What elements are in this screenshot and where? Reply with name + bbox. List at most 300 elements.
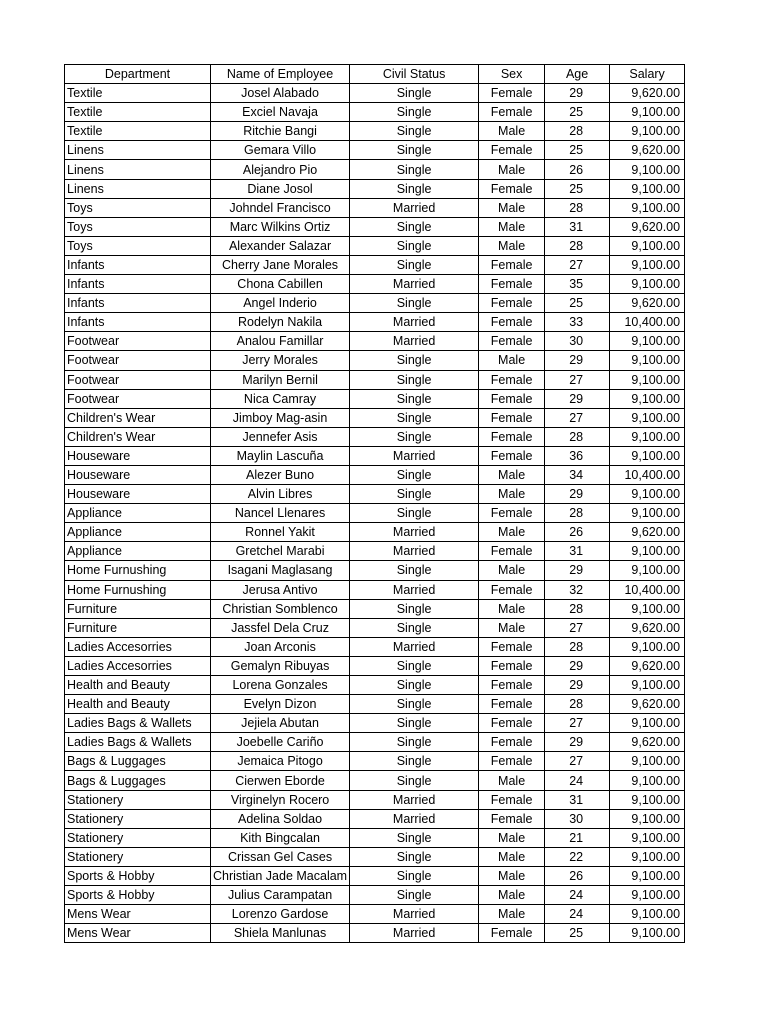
salary-cell: 9,100.00 <box>610 809 685 828</box>
age-cell: 28 <box>545 637 610 656</box>
age-cell: 24 <box>545 771 610 790</box>
sex-cell: Female <box>479 255 545 274</box>
sex-cell: Female <box>479 103 545 122</box>
sex-cell: Male <box>479 160 545 179</box>
department-cell: Stationery <box>65 809 211 828</box>
department-cell: Home Furnushing <box>65 561 211 580</box>
civil-status-cell: Single <box>350 370 479 389</box>
sex-cell: Female <box>479 580 545 599</box>
salary-cell: 9,100.00 <box>610 160 685 179</box>
table-row <box>65 485 685 504</box>
table-row <box>65 599 685 618</box>
employee-name-cell: Joan Arconis <box>211 637 350 656</box>
employee-name-cell: Marc Wilkins Ortiz <box>211 217 350 236</box>
salary-cell: 9,100.00 <box>610 637 685 656</box>
sex-cell: Male <box>479 351 545 370</box>
salary-cell: 10,400.00 <box>610 313 685 332</box>
sex-cell: Female <box>479 924 545 943</box>
sex-cell: Male <box>479 828 545 847</box>
salary-cell: 9,100.00 <box>610 828 685 847</box>
header-age: Age <box>545 65 610 84</box>
civil-status-cell: Single <box>350 408 479 427</box>
table-row <box>65 313 685 332</box>
department-cell: Children's Wear <box>65 427 211 446</box>
civil-status-cell: Single <box>350 866 479 885</box>
salary-cell: 9,620.00 <box>610 733 685 752</box>
table-row <box>65 103 685 122</box>
age-cell: 29 <box>545 389 610 408</box>
employee-name-cell: Virginelyn Rocero <box>211 790 350 809</box>
salary-cell: 9,100.00 <box>610 599 685 618</box>
table-row <box>65 465 685 484</box>
salary-cell: 9,100.00 <box>610 714 685 733</box>
sex-cell: Male <box>479 465 545 484</box>
department-cell: Furniture <box>65 618 211 637</box>
sex-cell: Male <box>479 847 545 866</box>
department-cell: Infants <box>65 313 211 332</box>
salary-cell: 9,620.00 <box>610 84 685 103</box>
salary-cell: 9,100.00 <box>610 198 685 217</box>
department-cell: Toys <box>65 236 211 255</box>
age-cell: 22 <box>545 847 610 866</box>
age-cell: 28 <box>545 198 610 217</box>
employee-name-cell: Marilyn Bernil <box>211 370 350 389</box>
age-cell: 28 <box>545 122 610 141</box>
salary-cell: 9,100.00 <box>610 275 685 294</box>
salary-cell: 9,100.00 <box>610 542 685 561</box>
salary-cell: 10,400.00 <box>610 465 685 484</box>
table-row <box>65 389 685 408</box>
table-row <box>65 656 685 675</box>
sex-cell: Female <box>479 275 545 294</box>
department-cell: Stationery <box>65 790 211 809</box>
salary-cell: 9,100.00 <box>610 752 685 771</box>
age-cell: 25 <box>545 924 610 943</box>
salary-cell: 9,100.00 <box>610 236 685 255</box>
civil-status-cell: Single <box>350 389 479 408</box>
salary-cell: 9,100.00 <box>610 255 685 274</box>
sex-cell: Female <box>479 370 545 389</box>
age-cell: 24 <box>545 886 610 905</box>
department-cell: Ladies Accesorries <box>65 656 211 675</box>
civil-status-cell: Single <box>350 465 479 484</box>
employee-name-cell: Analou Famillar <box>211 332 350 351</box>
employee-name-cell: Isagani Maglasang <box>211 561 350 580</box>
age-cell: 25 <box>545 103 610 122</box>
salary-cell: 9,100.00 <box>610 905 685 924</box>
employee-name-cell: Alezer Buno <box>211 465 350 484</box>
department-cell: Linens <box>65 179 211 198</box>
civil-status-cell: Single <box>350 160 479 179</box>
department-cell: Footwear <box>65 389 211 408</box>
age-cell: 30 <box>545 332 610 351</box>
civil-status-cell: Single <box>350 714 479 733</box>
department-cell: Furniture <box>65 599 211 618</box>
sex-cell: Female <box>479 733 545 752</box>
sex-cell: Male <box>479 485 545 504</box>
salary-cell: 9,100.00 <box>610 676 685 695</box>
department-cell: Infants <box>65 275 211 294</box>
civil-status-cell: Single <box>350 847 479 866</box>
employee-name-cell: Nancel Llenares <box>211 504 350 523</box>
department-cell: Houseware <box>65 485 211 504</box>
civil-status-cell: Married <box>350 580 479 599</box>
salary-cell: 9,620.00 <box>610 618 685 637</box>
table-row <box>65 790 685 809</box>
sex-cell: Female <box>479 446 545 465</box>
sex-cell: Female <box>479 714 545 733</box>
employee-name-cell: Gemara Villo <box>211 141 350 160</box>
table-row <box>65 332 685 351</box>
table-row <box>65 84 685 103</box>
employee-name-cell: Johndel Francisco <box>211 198 350 217</box>
table-row <box>65 637 685 656</box>
table-row <box>65 504 685 523</box>
employee-name-cell: Joebelle Cariño <box>211 733 350 752</box>
table-row <box>65 561 685 580</box>
department-cell: Sports & Hobby <box>65 886 211 905</box>
salary-cell: 9,100.00 <box>610 103 685 122</box>
department-cell: Ladies Accesorries <box>65 637 211 656</box>
employee-name-cell: Lorenzo Gardose <box>211 905 350 924</box>
employee-name-cell: Shiela Manlunas <box>211 924 350 943</box>
civil-status-cell: Married <box>350 637 479 656</box>
table-row <box>65 217 685 236</box>
civil-status-cell: Single <box>350 141 479 160</box>
employee-name-cell: Jemaica Pitogo <box>211 752 350 771</box>
age-cell: 27 <box>545 408 610 427</box>
age-cell: 24 <box>545 905 610 924</box>
sex-cell: Female <box>479 676 545 695</box>
civil-status-cell: Married <box>350 332 479 351</box>
employee-name-cell: Nica Camray <box>211 389 350 408</box>
department-cell: Health and Beauty <box>65 695 211 714</box>
employee-name-cell: Rodelyn Nakila <box>211 313 350 332</box>
civil-status-cell: Single <box>350 217 479 236</box>
employee-name-cell: Diane Josol <box>211 179 350 198</box>
sex-cell: Female <box>479 389 545 408</box>
sex-cell: Male <box>479 886 545 905</box>
header-department: Department <box>65 65 211 84</box>
employee-name-cell: Cherry Jane Morales <box>211 255 350 274</box>
department-cell: Stationery <box>65 847 211 866</box>
age-cell: 32 <box>545 580 610 599</box>
civil-status-cell: Single <box>350 733 479 752</box>
age-cell: 21 <box>545 828 610 847</box>
salary-cell: 9,620.00 <box>610 294 685 313</box>
civil-status-cell: Married <box>350 790 479 809</box>
sex-cell: Male <box>479 866 545 885</box>
salary-cell: 10,400.00 <box>610 580 685 599</box>
sex-cell: Female <box>479 179 545 198</box>
sex-cell: Female <box>479 294 545 313</box>
salary-cell: 9,100.00 <box>610 122 685 141</box>
sex-cell: Male <box>479 523 545 542</box>
header-name: Name of Employee <box>211 65 350 84</box>
department-cell: Bags & Luggages <box>65 752 211 771</box>
department-cell: Footwear <box>65 351 211 370</box>
department-cell: Textile <box>65 122 211 141</box>
employee-name-cell: Adelina Soldao <box>211 809 350 828</box>
table-row <box>65 695 685 714</box>
sex-cell: Female <box>479 752 545 771</box>
salary-cell: 9,620.00 <box>610 217 685 236</box>
employee-name-cell: Angel Inderio <box>211 294 350 313</box>
table-row <box>65 542 685 561</box>
employee-name-cell: Jejiela Abutan <box>211 714 350 733</box>
employee-name-cell: Exciel Navaja <box>211 103 350 122</box>
salary-cell: 9,620.00 <box>610 523 685 542</box>
header-civil-status: Civil Status <box>350 65 479 84</box>
salary-cell: 9,100.00 <box>610 332 685 351</box>
table-row <box>65 752 685 771</box>
table-row <box>65 580 685 599</box>
department-cell: Footwear <box>65 332 211 351</box>
table-row <box>65 160 685 179</box>
table-row <box>65 866 685 885</box>
civil-status-cell: Single <box>350 828 479 847</box>
table-row <box>65 618 685 637</box>
department-cell: Toys <box>65 217 211 236</box>
sex-cell: Female <box>479 427 545 446</box>
employee-name-cell: Evelyn Dizon <box>211 695 350 714</box>
age-cell: 27 <box>545 255 610 274</box>
table-row <box>65 924 685 943</box>
department-cell: Linens <box>65 141 211 160</box>
employee-name-cell: Alexander Salazar <box>211 236 350 255</box>
civil-status-cell: Single <box>350 618 479 637</box>
age-cell: 29 <box>545 733 610 752</box>
salary-cell: 9,620.00 <box>610 695 685 714</box>
sex-cell: Male <box>479 122 545 141</box>
department-cell: Linens <box>65 160 211 179</box>
age-cell: 25 <box>545 179 610 198</box>
table-row <box>65 141 685 160</box>
table-row <box>65 408 685 427</box>
department-cell: Houseware <box>65 446 211 465</box>
age-cell: 27 <box>545 752 610 771</box>
employee-name-cell: Gemalyn Ribuyas <box>211 656 350 675</box>
employee-name-cell: Cierwen Eborde <box>211 771 350 790</box>
employee-name-cell: Jennefer Asis <box>211 427 350 446</box>
age-cell: 27 <box>545 370 610 389</box>
salary-cell: 9,100.00 <box>610 485 685 504</box>
department-cell: Appliance <box>65 542 211 561</box>
table-row <box>65 122 685 141</box>
age-cell: 27 <box>545 714 610 733</box>
department-cell: Houseware <box>65 465 211 484</box>
employee-name-cell: Jerry Morales <box>211 351 350 370</box>
salary-cell: 9,100.00 <box>610 886 685 905</box>
table-row <box>65 198 685 217</box>
age-cell: 34 <box>545 465 610 484</box>
age-cell: 26 <box>545 523 610 542</box>
department-cell: Home Furnushing <box>65 580 211 599</box>
age-cell: 35 <box>545 275 610 294</box>
civil-status-cell: Single <box>350 676 479 695</box>
salary-cell: 9,100.00 <box>610 504 685 523</box>
table-row <box>65 351 685 370</box>
header-salary: Salary <box>610 65 685 84</box>
salary-cell: 9,100.00 <box>610 179 685 198</box>
department-cell: Footwear <box>65 370 211 389</box>
department-cell: Ladies Bags & Wallets <box>65 714 211 733</box>
civil-status-cell: Married <box>350 198 479 217</box>
employee-name-cell: Alejandro Pio <box>211 160 350 179</box>
civil-status-cell: Single <box>350 485 479 504</box>
civil-status-cell: Single <box>350 599 479 618</box>
table-row <box>65 847 685 866</box>
employee-name-cell: Christian Somblenco <box>211 599 350 618</box>
salary-cell: 9,100.00 <box>610 389 685 408</box>
department-cell: Ladies Bags & Wallets <box>65 733 211 752</box>
age-cell: 29 <box>545 351 610 370</box>
civil-status-cell: Single <box>350 561 479 580</box>
sex-cell: Male <box>479 599 545 618</box>
salary-cell: 9,100.00 <box>610 561 685 580</box>
salary-cell: 9,100.00 <box>610 790 685 809</box>
age-cell: 28 <box>545 427 610 446</box>
department-cell: Children's Wear <box>65 408 211 427</box>
employee-name-cell: Lorena Gonzales <box>211 676 350 695</box>
salary-cell: 9,100.00 <box>610 847 685 866</box>
salary-cell: 9,620.00 <box>610 656 685 675</box>
sex-cell: Female <box>479 542 545 561</box>
civil-status-cell: Married <box>350 809 479 828</box>
age-cell: 25 <box>545 141 610 160</box>
age-cell: 28 <box>545 695 610 714</box>
civil-status-cell: Married <box>350 523 479 542</box>
table-row <box>65 809 685 828</box>
age-cell: 31 <box>545 790 610 809</box>
department-cell: Appliance <box>65 504 211 523</box>
sex-cell: Female <box>479 313 545 332</box>
sex-cell: Male <box>479 771 545 790</box>
sex-cell: Female <box>479 695 545 714</box>
table-row <box>65 905 685 924</box>
salary-cell: 9,100.00 <box>610 924 685 943</box>
employee-name-cell: Julius Carampatan <box>211 886 350 905</box>
department-cell: Toys <box>65 198 211 217</box>
table-row <box>65 255 685 274</box>
employee-name-cell: Christian Jade Macalam <box>211 866 350 885</box>
table-row <box>65 427 685 446</box>
civil-status-cell: Single <box>350 255 479 274</box>
employee-name-cell: Crissan Gel Cases <box>211 847 350 866</box>
salary-cell: 9,100.00 <box>610 351 685 370</box>
employee-name-cell: Gretchel Marabi <box>211 542 350 561</box>
sex-cell: Male <box>479 618 545 637</box>
civil-status-cell: Married <box>350 446 479 465</box>
department-cell: Mens Wear <box>65 905 211 924</box>
department-cell: Infants <box>65 294 211 313</box>
age-cell: 29 <box>545 676 610 695</box>
age-cell: 29 <box>545 485 610 504</box>
age-cell: 31 <box>545 217 610 236</box>
civil-status-cell: Single <box>350 695 479 714</box>
salary-cell: 9,100.00 <box>610 771 685 790</box>
department-cell: Appliance <box>65 523 211 542</box>
employee-name-cell: Maylin Lascuña <box>211 446 350 465</box>
sex-cell: Female <box>479 332 545 351</box>
civil-status-cell: Single <box>350 236 479 255</box>
civil-status-cell: Married <box>350 924 479 943</box>
sex-cell: Female <box>479 790 545 809</box>
sex-cell: Female <box>479 408 545 427</box>
department-cell: Mens Wear <box>65 924 211 943</box>
employee-name-cell: Kith Bingcalan <box>211 828 350 847</box>
sex-cell: Male <box>479 561 545 580</box>
civil-status-cell: Single <box>350 656 479 675</box>
civil-status-cell: Married <box>350 275 479 294</box>
table-row <box>65 714 685 733</box>
department-cell: Textile <box>65 103 211 122</box>
age-cell: 26 <box>545 160 610 179</box>
table-row <box>65 294 685 313</box>
table-row <box>65 886 685 905</box>
header-sex: Sex <box>479 65 545 84</box>
department-cell: Textile <box>65 84 211 103</box>
age-cell: 29 <box>545 561 610 580</box>
employee-name-cell: Jimboy Mag-asin <box>211 408 350 427</box>
salary-cell: 9,100.00 <box>610 866 685 885</box>
salary-cell: 9,100.00 <box>610 427 685 446</box>
age-cell: 25 <box>545 294 610 313</box>
table-row <box>65 676 685 695</box>
sex-cell: Female <box>479 656 545 675</box>
age-cell: 33 <box>545 313 610 332</box>
civil-status-cell: Married <box>350 905 479 924</box>
civil-status-cell: Single <box>350 427 479 446</box>
table-row <box>65 275 685 294</box>
table-row <box>65 733 685 752</box>
civil-status-cell: Single <box>350 122 479 141</box>
salary-cell: 9,100.00 <box>610 370 685 389</box>
employee-name-cell: Josel Alabado <box>211 84 350 103</box>
civil-status-cell: Single <box>350 294 479 313</box>
department-cell: Sports & Hobby <box>65 866 211 885</box>
civil-status-cell: Single <box>350 84 479 103</box>
salary-cell: 9,100.00 <box>610 446 685 465</box>
department-cell: Bags & Luggages <box>65 771 211 790</box>
table-row <box>65 828 685 847</box>
age-cell: 28 <box>545 504 610 523</box>
age-cell: 27 <box>545 618 610 637</box>
sex-cell: Female <box>479 84 545 103</box>
civil-status-cell: Single <box>350 179 479 198</box>
civil-status-cell: Single <box>350 886 479 905</box>
employee-name-cell: Alvin Libres <box>211 485 350 504</box>
civil-status-cell: Married <box>350 542 479 561</box>
civil-status-cell: Single <box>350 771 479 790</box>
header-row <box>65 65 685 84</box>
table-row <box>65 370 685 389</box>
civil-status-cell: Married <box>350 313 479 332</box>
employee-name-cell: Chona Cabillen <box>211 275 350 294</box>
department-cell: Stationery <box>65 828 211 847</box>
sex-cell: Male <box>479 198 545 217</box>
employee-name-cell: Ritchie Bangi <box>211 122 350 141</box>
salary-cell: 9,100.00 <box>610 408 685 427</box>
department-cell: Infants <box>65 255 211 274</box>
sex-cell: Female <box>479 809 545 828</box>
table-row <box>65 523 685 542</box>
age-cell: 31 <box>545 542 610 561</box>
table-row <box>65 771 685 790</box>
age-cell: 28 <box>545 599 610 618</box>
civil-status-cell: Single <box>350 504 479 523</box>
table-row <box>65 446 685 465</box>
